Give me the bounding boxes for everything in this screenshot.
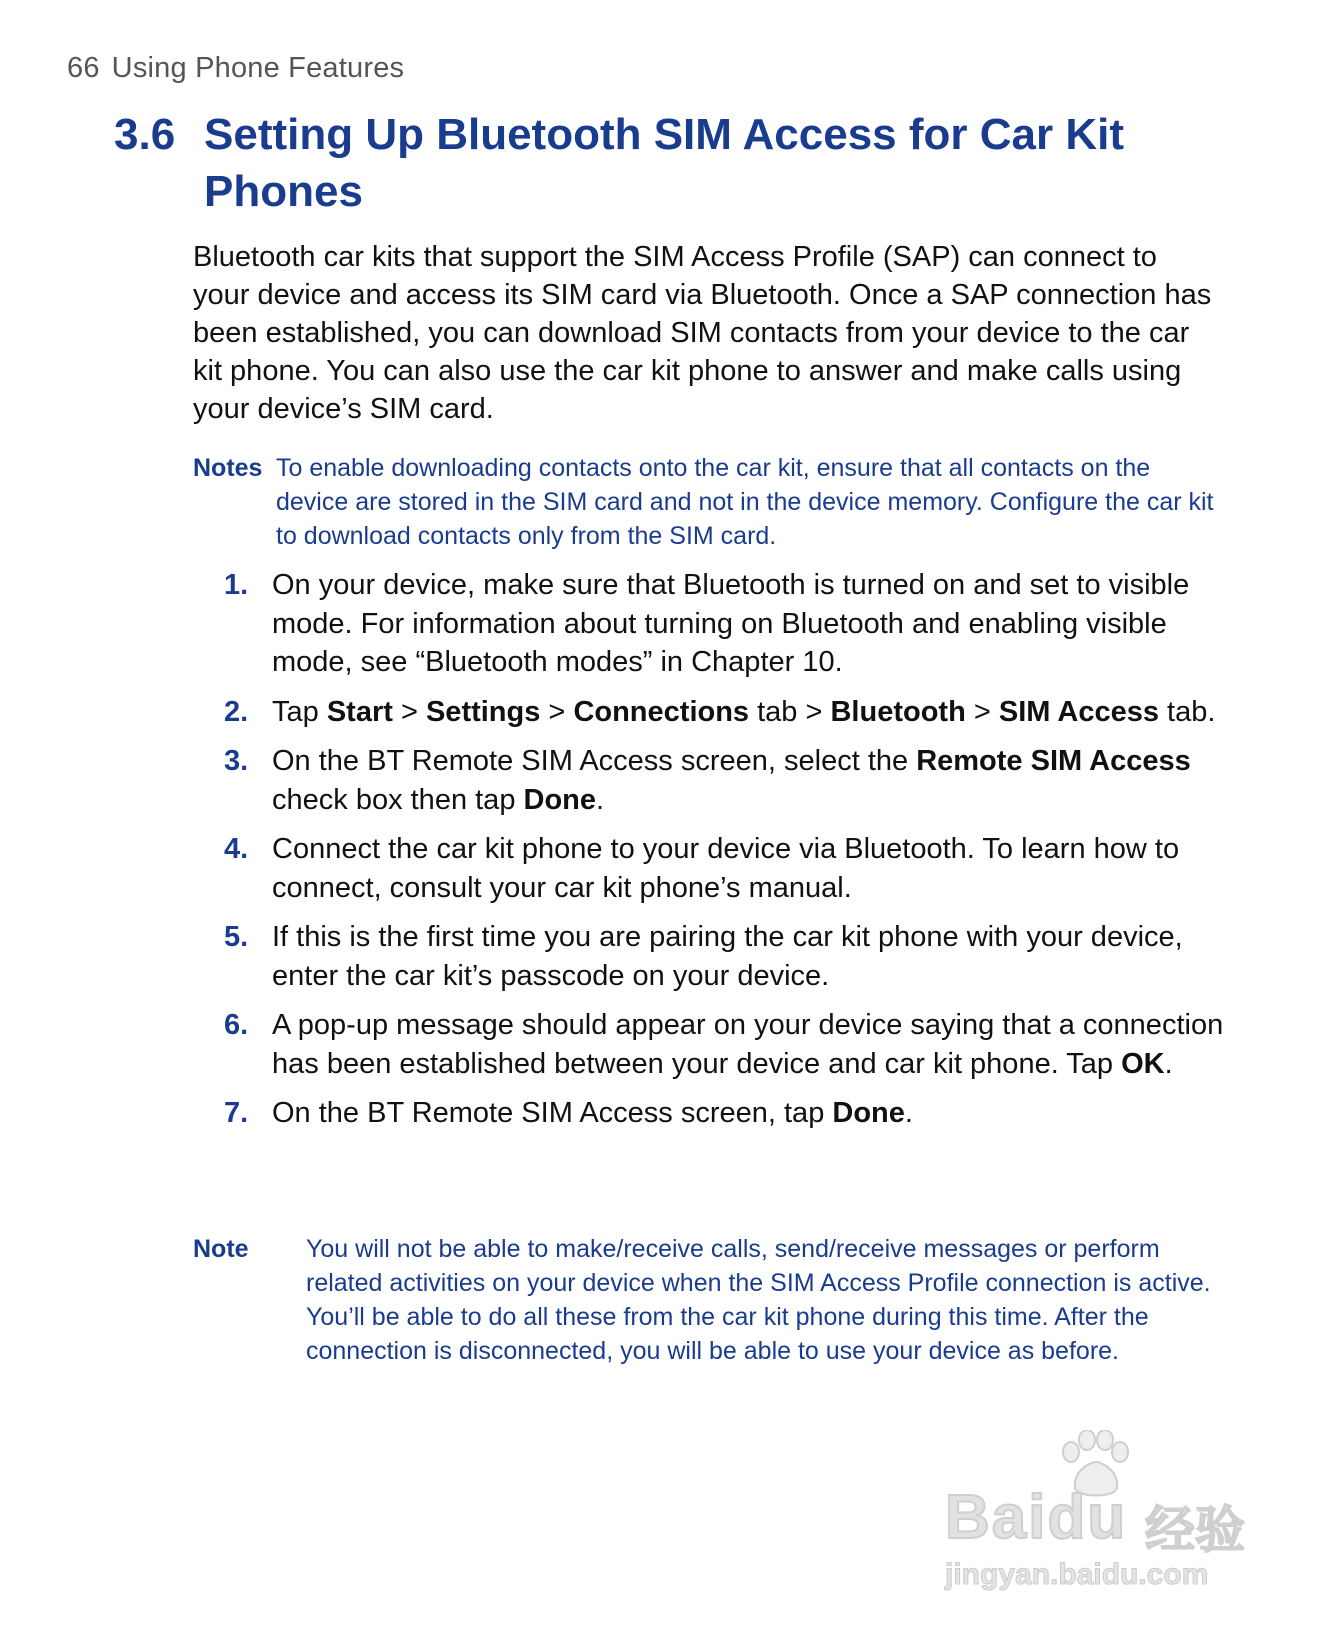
notes-label: Notes xyxy=(193,454,263,482)
step-item-2 xyxy=(224,693,1224,732)
step-item-4 xyxy=(224,830,1224,907)
note-text: You will not be able to make/receive calls, send/receive messages or perform related activities on your device when the SIM Access Profile connection is active. You’ll be able to do all these from the car kit phone during this time. After the connection is disconnected, you will be able to use your device as before. xyxy=(306,1235,1211,1365)
running-title: Using Phone Features xyxy=(111,52,405,84)
note-label: Note xyxy=(193,1235,249,1263)
step-number: 4. xyxy=(224,833,249,865)
step-number: 6. xyxy=(224,1009,249,1041)
step-text-part: On the BT Remote SIM Access screen, tap xyxy=(272,1097,833,1129)
ui-term-sim-access: SIM Access xyxy=(998,695,1159,728)
step-text xyxy=(272,1094,1224,1133)
ui-term-done: Done xyxy=(832,1097,905,1129)
watermark-url: jingyan.baidu.com xyxy=(945,1558,1209,1591)
step-text-part: > xyxy=(540,695,574,728)
ui-term-start: Start xyxy=(326,695,393,728)
step-text xyxy=(272,693,1224,732)
baidu-watermark xyxy=(945,1430,1265,1600)
step-text-part: . xyxy=(596,783,605,816)
steps-list xyxy=(224,566,1224,1144)
ui-term-settings: Settings xyxy=(425,695,541,728)
step-number: 7. xyxy=(224,1097,249,1129)
step-item-1 xyxy=(224,566,1224,682)
ui-term-remote-sim-access: Remote SIM Access xyxy=(916,745,1191,777)
step-number: 5. xyxy=(224,921,249,953)
step-item-3 xyxy=(224,742,1224,819)
step-text-part: tab. xyxy=(1158,695,1216,728)
step-text-part: A pop-up message should appear on your device saying that a connection has been established between your device and car kit phone. Tap xyxy=(272,1009,1224,1080)
step-text: On your device, make sure that Bluetooth is turned on and set to visible mode. For information about turning on Bluetooth and enabling visible mode, see “Bluetooth modes” in Chapter 10. xyxy=(272,569,1190,678)
ui-term-connections: Connections xyxy=(573,695,750,728)
step-text: If this is the first time you are pairing the car kit phone with your device, enter the car kit’s passcode on your device. xyxy=(272,921,1183,992)
notes-text: To enable downloading contacts onto the car kit, ensure that all contacts on the device are stored in the SIM card and not in the device memory. Configure the car kit to download contacts only from the SIM card. xyxy=(276,454,1214,550)
step-text-part: Tap xyxy=(272,695,327,728)
section-number: 3.6 xyxy=(114,110,176,159)
step-number: 1. xyxy=(224,569,249,601)
step-item-7 xyxy=(224,1094,1224,1133)
notes-callout xyxy=(193,451,1223,553)
step-number: 2. xyxy=(224,695,249,728)
note-callout xyxy=(193,1232,1223,1368)
step-text-part: On the BT Remote SIM Access screen, select the xyxy=(272,745,917,777)
watermark-brand-cn: 经验 xyxy=(1145,1502,1245,1558)
ui-term-ok: OK xyxy=(1121,1047,1165,1080)
step-text xyxy=(272,742,1224,819)
step-text-part: > xyxy=(392,695,426,728)
ui-term-done: Done xyxy=(523,783,596,816)
step-text-part: tab > xyxy=(749,695,831,728)
step-text-part: . xyxy=(1164,1047,1173,1080)
step-text-part: . xyxy=(904,1097,913,1129)
step-text-part: check box then tap xyxy=(272,783,524,816)
section-title: Setting Up Bluetooth SIM Access for Car Kit Phones xyxy=(204,110,1125,216)
page-number: 66 xyxy=(67,52,100,84)
step-item-5 xyxy=(224,918,1224,995)
step-text-part: > xyxy=(965,695,999,728)
step-number: 3. xyxy=(224,745,249,777)
section-heading xyxy=(114,106,1234,220)
running-header xyxy=(67,52,404,85)
step-text: Connect the car kit phone to your device via Bluetooth. To learn how to connect, consult your car kit phone’s manual. xyxy=(272,833,1180,904)
ui-term-bluetooth: Bluetooth xyxy=(830,695,966,728)
intro-paragraph: Bluetooth car kits that support the SIM Access Profile (SAP) can connect to your device and access its SIM card via Bluetooth. Once a SAP connection has been established, you can download SIM contacts from your device to the car kit phone. You can also use the car kit phone to answer and make calls using your device’s SIM card. xyxy=(193,241,1212,425)
watermark-brand: Baidu xyxy=(945,1483,1128,1552)
step-text xyxy=(272,1006,1224,1083)
step-item-6 xyxy=(224,1006,1224,1083)
